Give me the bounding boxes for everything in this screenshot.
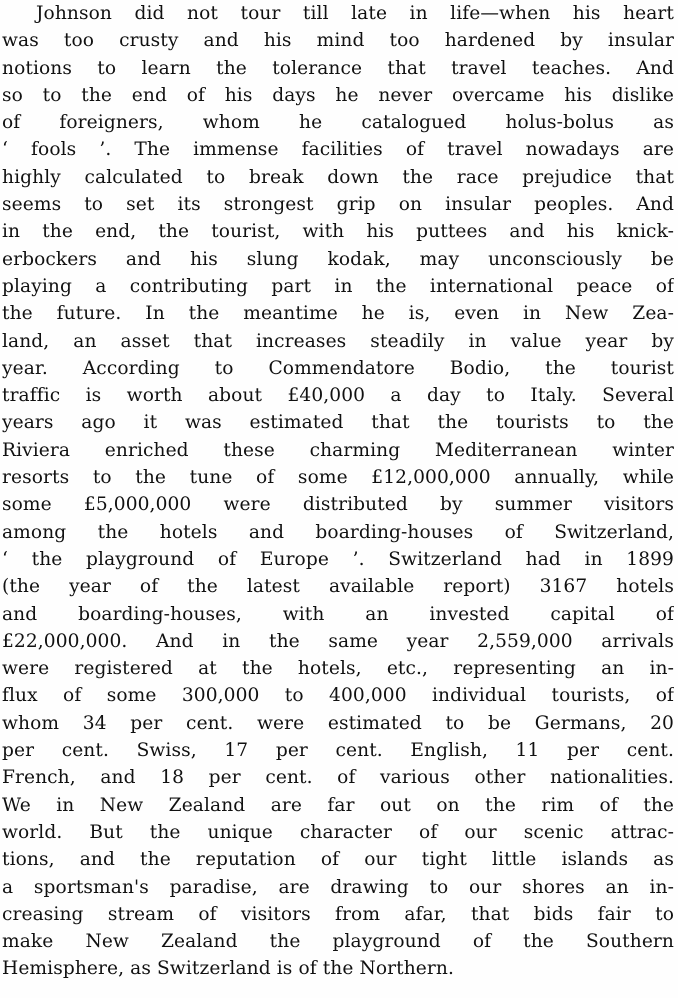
text-line-14: year. According to Commendatore Bodio, the tourist [2, 357, 674, 379]
text-line-25: were registered at the hotels, etc., representing an in- [2, 658, 674, 680]
text-line-10: erbockers and his slung kodak, may unconsciously be [2, 248, 674, 270]
text-line-28: per cent. Swiss, 17 per cent. English, 11 per cent. [2, 740, 674, 762]
text-line-5: of foreigners, whom he catalogued holus-bolus as [2, 112, 674, 134]
text-line-4: so to the end of his days he never overcame his dislike [2, 84, 674, 106]
text-line-35: make New Zealand the playground of the Southern [2, 931, 674, 953]
text-line-17: Riviera enriched these charming Mediterranean winter [2, 439, 674, 461]
text-line-6: ‘ fools ’. The immense facilities of travel nowadays are [2, 139, 674, 161]
text-line-27: whom 34 per cent. were estimated to be Germans, 20 [2, 712, 674, 734]
text-line-20: among the hotels and boarding-houses of Switzerland, [2, 521, 674, 543]
text-line-2: was too crusty and his mind too hardened by insular [2, 30, 674, 52]
text-line-12: the future. In the meantime he is, even in New Zea- [2, 303, 674, 325]
text-line-29: French, and 18 per cent. of various other nationalities. [2, 767, 674, 789]
text-line-34: creasing stream of visitors from afar, that bids fair to [2, 903, 674, 925]
text-line-19: some £5,000,000 were distributed by summer visitors [2, 494, 674, 516]
text-line-7: highly calculated to break down the race prejudice that [2, 166, 674, 188]
text-line-36: Hemisphere, as Switzerland is of the Northern. [2, 958, 454, 980]
text-line-8: seems to set its strongest grip on insular peoples. And [2, 194, 674, 216]
text-line-31: world. But the unique character of our scenic attrac- [2, 821, 674, 843]
article-column [2, 0, 674, 983]
text-line-24: £22,000,000. And in the same year 2,559,000 arrivals [2, 630, 674, 652]
text-line-16: years ago it was estimated that the tourists to the [2, 412, 674, 434]
text-line-13: land, an asset that increases steadily in value year by [2, 330, 674, 352]
text-line-1: Johnson did not tour till late in life—when his heart [36, 3, 674, 24]
text-line-32: tions, and the reputation of our tight little islands as [2, 849, 674, 871]
text-line-26: flux of some 300,000 to 400,000 individual tourists, of [2, 685, 674, 707]
text-line-23: and boarding-houses, with an invested capital of [2, 603, 674, 625]
text-line-22: (the year of the latest available report) 3167 hotels [2, 576, 674, 598]
text-line-11: playing a contributing part in the international peace of [2, 275, 674, 297]
text-line-30: We in New Zealand are far out on the rim of the [2, 794, 674, 816]
text-line-21: ‘ the playground of Europe ’. Switzerland had in 1899 [2, 548, 674, 570]
text-line-3: notions to learn the tolerance that travel teaches. And [2, 57, 674, 79]
text-line-33: a sportsman's paradise, are drawing to our shores an in- [2, 876, 674, 898]
text-line-9: in the end, the tourist, with his puttees and his knick- [2, 221, 674, 243]
text-line-15: traffic is worth about £40,000 a day to Italy. Several [2, 385, 674, 407]
text-line-18: resorts to the tune of some £12,000,000 annually, while [2, 467, 674, 489]
